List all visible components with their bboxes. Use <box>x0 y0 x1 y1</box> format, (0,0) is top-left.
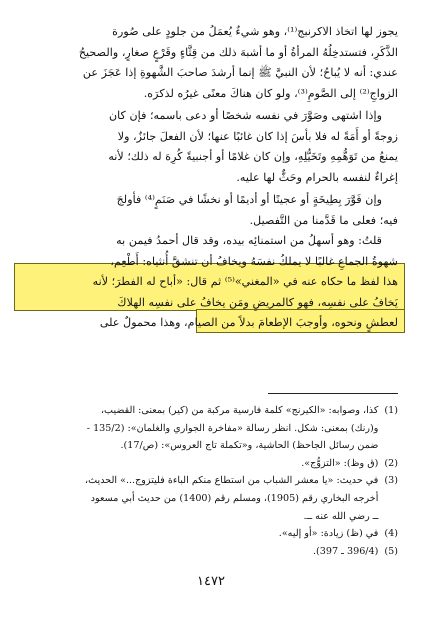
footnote-line: (ق وظ): «التزوُّج». <box>301 457 379 469</box>
text-line: يجوز لها اتخاذ الاكرنبج⁽¹⁾، وهو شيءٌ يُعمَلُ من جلودٍ على صُورة <box>112 25 398 38</box>
footnote-2 <box>24 455 398 473</box>
text-line: فيه؛ فعلى ما قَدَّمنا من التَّفصيل. <box>249 213 398 227</box>
text-line: قلتُ: وهو أسهلُ من استمنائِه بيده، وقد قال أحمدُ فيمن به <box>116 234 382 247</box>
footnote-text <box>24 525 378 543</box>
page-body <box>24 22 398 334</box>
footnote-number: (5) <box>384 545 398 557</box>
text-line: لعطشٍ ونحوه، وأوجبَ الإطعامَ بدلاً من الصيام، وهذا محمولٌ على <box>99 316 398 329</box>
footnote-number: (4) <box>384 528 398 540</box>
footnote-line: ــ رضي الله عنه ــ. <box>303 510 379 522</box>
text-line: يَخافُ على نفسِه، فهو كالمريضِ ومَن يخافُ على نفسِه الهلاكَ <box>117 295 398 309</box>
footnote-line: في حديث: «يا معشر الشباب من استطاع منكم الباءة فليتزوج...» الحديث، <box>85 475 379 487</box>
footnotes <box>24 402 398 560</box>
footnote-4 <box>24 525 398 543</box>
footnote-line: أخرجه البخاري رقم (1905)، ومسلم رقم (1400) من حديث أبي مسعود <box>90 492 379 504</box>
footnote-text <box>24 455 378 473</box>
text-line: وإن فَوَّرَ بِطِيخَةٍ أو عجينًا أو أديمًا أو نخشًا في صَنَمٍ⁽⁴⁾ فأولجَ <box>116 193 382 206</box>
text-line: شهوةُ الجماعِ غالبًا لا يملكُ نفسَهُ ويخافُ أن تنشقَّ أُنثياه: أَطْعِم، <box>110 254 398 268</box>
footnote-text <box>24 402 378 455</box>
paragraph-1 <box>24 22 398 104</box>
footnote-line: و(رنك) بمعنى: شكل. انظر رسالة «مفاخرة الجواري والغلمان»: (135/2 - <box>86 422 379 434</box>
page-number: ١٤٧٢ <box>197 574 225 589</box>
paragraph-2 <box>24 106 398 188</box>
text-line: يمنعُ من تَوَهُّمِهِ وتَخَيُّلِهِ، وإن كان غلامًا أو أجنبيةً كُرِهَ له ذلك؛ لأنه <box>108 150 398 163</box>
text-line: زوجةً أو أَمَةً له فلا بأسَ إذا كان غائبًا عنها؛ لأن الفعلَ جائزٌ، ولا <box>117 129 398 143</box>
text-line: الذَّكَرِ، فتستدخِلُهُ المرأةُ أو ما أشبهَ ذلك من قِثَّاءٍ وقَرْعٍ صغارٍ، والصحيحُ <box>78 45 398 59</box>
footnote-line: كذا، وصوابه: «الكيرنج» كلمة فارسية مركبة من (كير) بمعنى: القضيب، <box>100 405 379 416</box>
footnote-number: (1) <box>384 405 398 416</box>
footnote-separator <box>268 393 398 394</box>
text-line: وإذا اشتهى وصَوَّرَ في نفسه شخصًا أو دعى باسمه؛ فإن كان <box>108 109 382 122</box>
paragraph-4 <box>24 231 398 334</box>
text-line: هذا لفظ ما حكاه عنه في «المغني»⁽⁵⁾ ثم قال: «أباح له الفطرَ؛ لأنه <box>92 275 398 288</box>
text-line: الزواجِ⁽²⁾ إلى الصَّومِ⁽³⁾، ولو كان هناكَ معنًى غيرُه لذكرَه. <box>143 86 398 100</box>
footnote-1 <box>24 402 398 455</box>
footnote-line: في (ظ) زيادة: «أو إليه». <box>278 528 379 540</box>
footnote-text <box>24 543 378 561</box>
text-line: إغراءٌ لنفسه بالحرام وحَثٌّ لها عليه. <box>236 170 398 184</box>
footnote-number: (2) <box>384 457 398 469</box>
footnote-5 <box>24 543 398 561</box>
text-line: عندي: أنه لا يُباحُ؛ لأن النبيَّ ﷺ إنما أرشدَ صاحبَ الشَّهوةِ إذا عَجَزَ عن <box>82 66 398 79</box>
footnote-line: (396/4 ـ 397). <box>312 545 379 557</box>
footnote-3 <box>24 472 398 525</box>
footnote-number: (3) <box>384 475 398 487</box>
paragraph-3-highlighted <box>24 190 398 231</box>
footnote-text <box>24 472 378 525</box>
footnote-line: ضمن رسائل الجاحظ) الحاشية، و«تكملة تاج العروس»: (ص/17). <box>120 440 379 452</box>
